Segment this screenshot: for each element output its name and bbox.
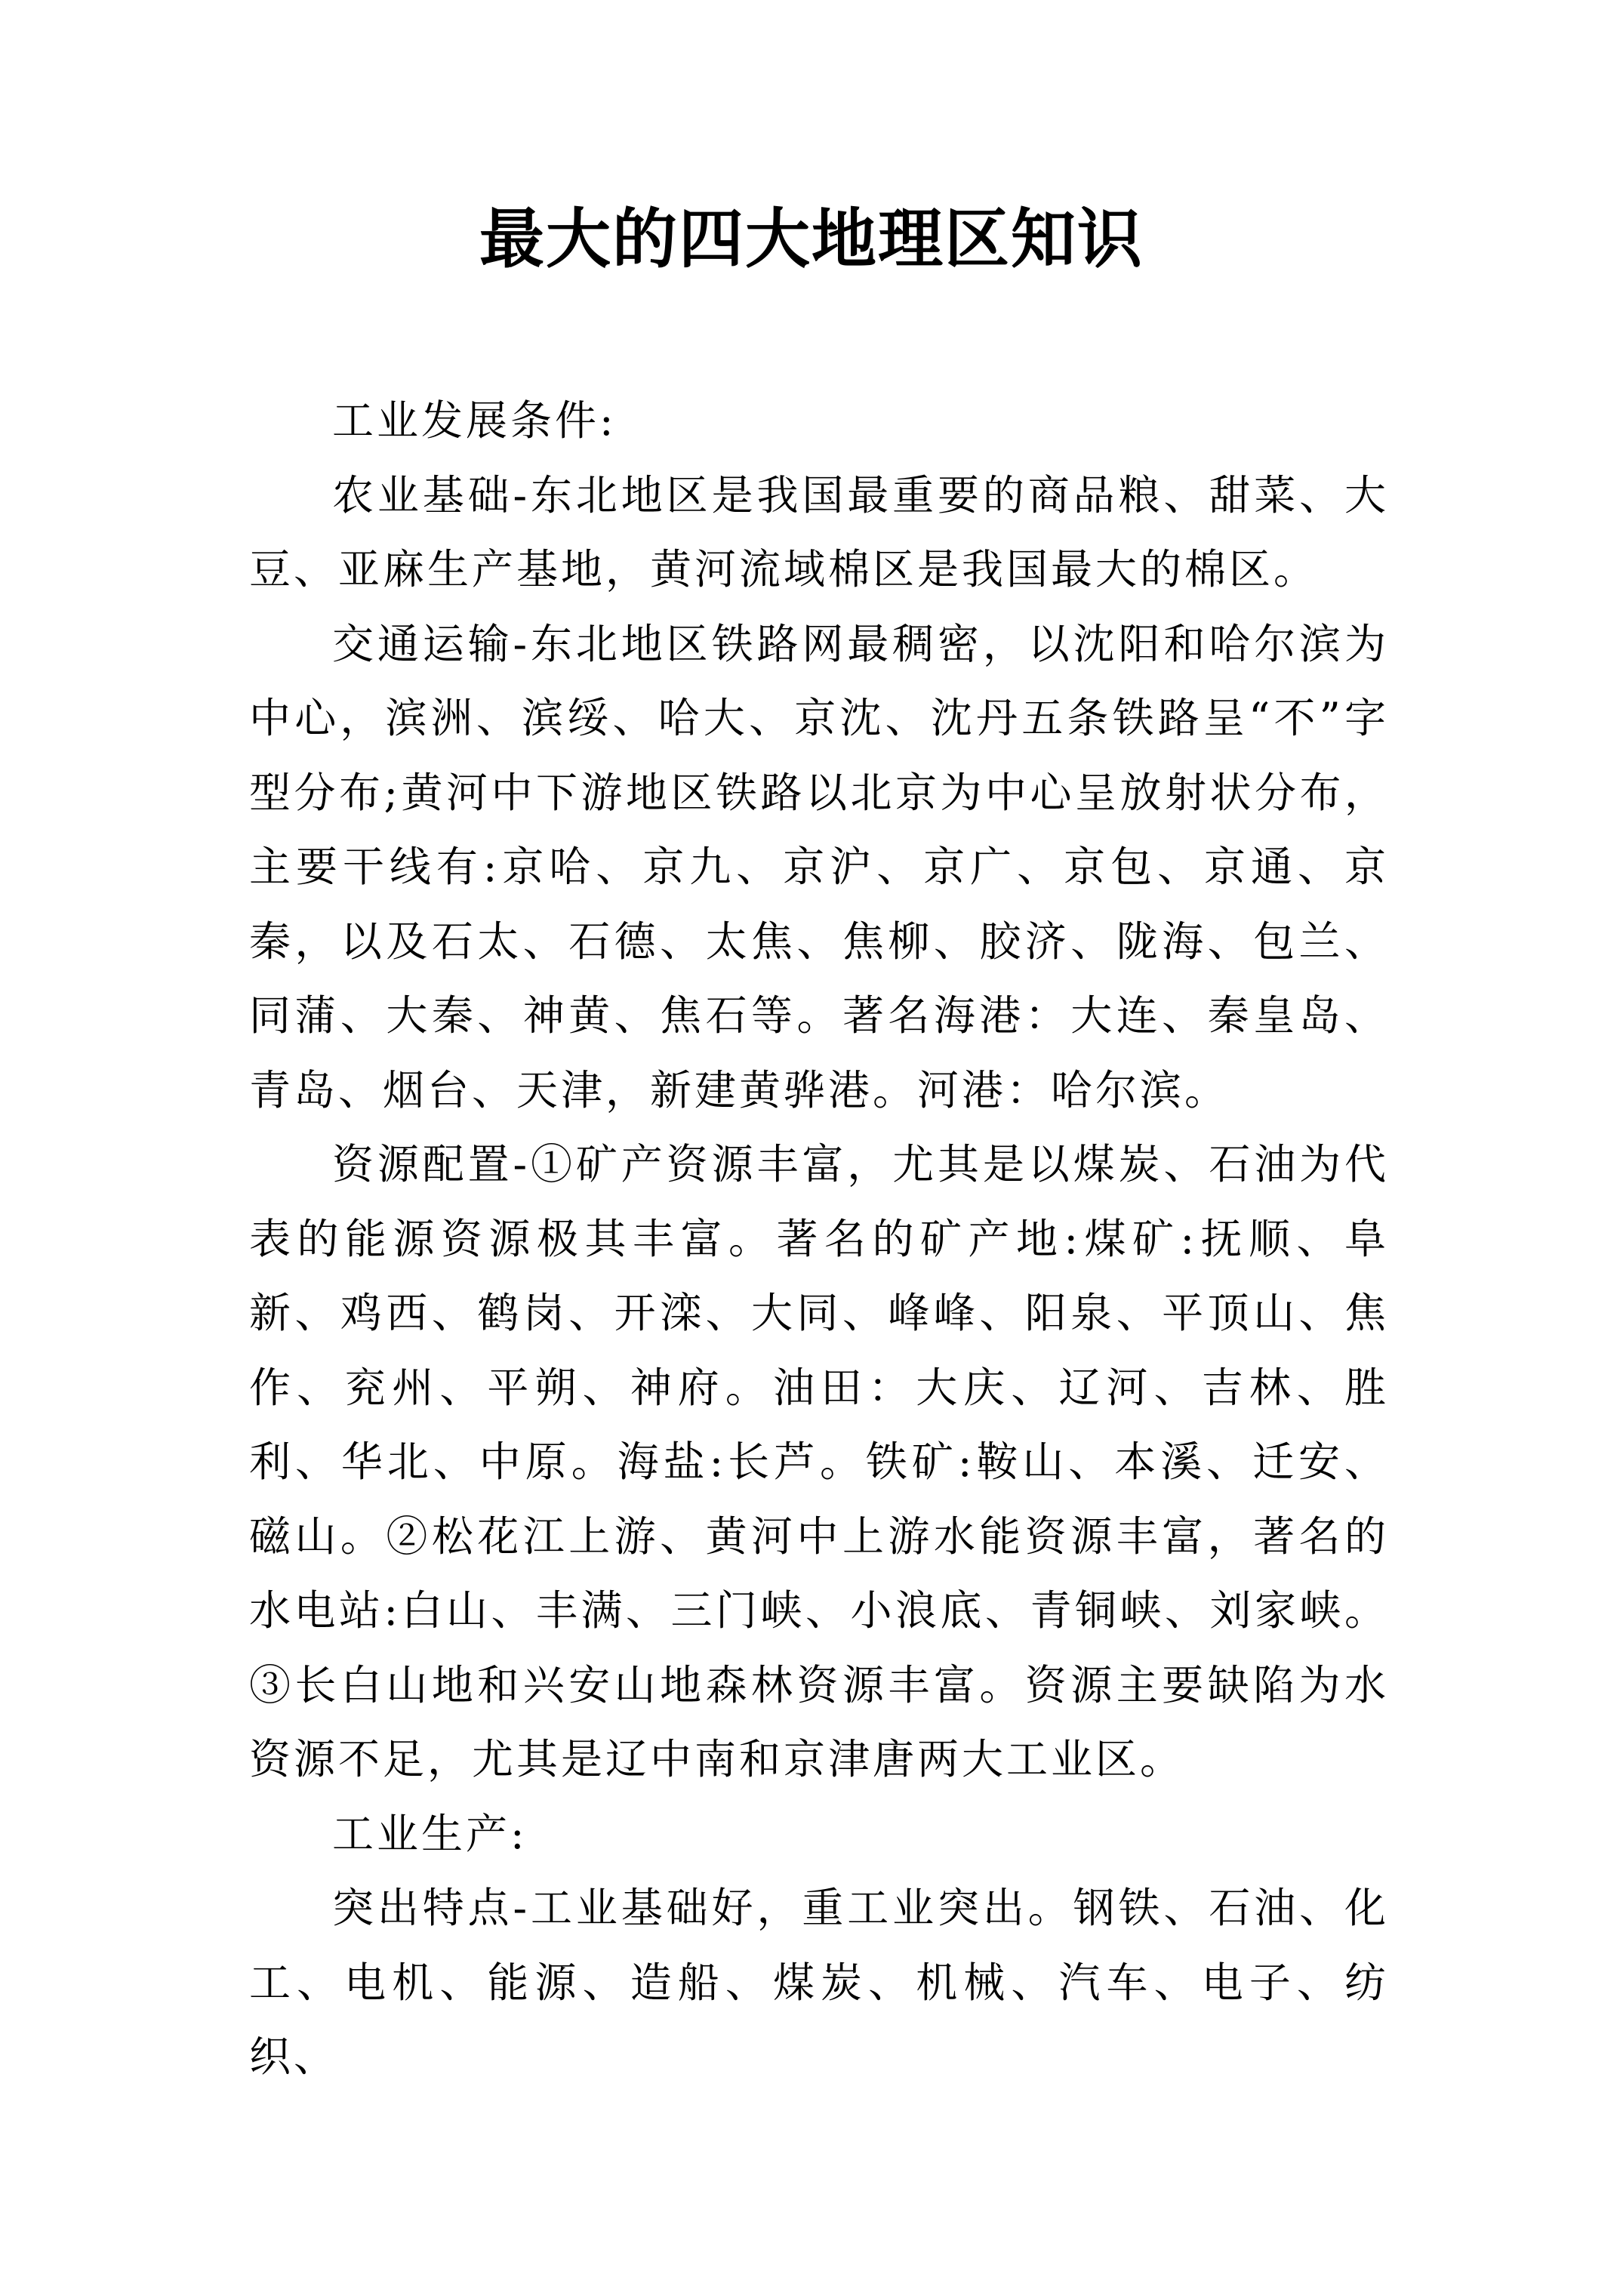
document-title: 最大的四大地理区知识 bbox=[479, 201, 1144, 277]
document-body bbox=[249, 384, 1389, 2094]
paragraph-industrial-production-heading: 工业生产: bbox=[332, 1809, 528, 1858]
paragraph-agricultural-base: 农业基础-东北地区是我国最重要的商品粮、甜菜、大豆、亚麻生产基地，黄河流域棉区是我国最大的棉区。 bbox=[249, 470, 1389, 593]
paragraph-industrial-conditions-heading: 工业发展条件: bbox=[332, 396, 617, 445]
paragraph-transportation: 交通运输-东北地区铁路网最稠密，以沈阳和哈尔滨为中心，滨洲、滨绥、哈大、京沈、沈丹五条铁路呈“不”字型分布;黄河中下游地区铁路以北京为中心呈放射状分布，主要干线有:京哈、京九、京沪、京广、京包、京通、京秦，以及石太、石德、太焦、焦柳、胶济、陇海、包兰、同蒲、大秦、神黄、焦石等。著名海港：大连、秦皇岛、青岛、烟台、天津，新建黄骅港。河港：哈尔滨。 bbox=[249, 619, 1389, 1114]
paragraph-prominent-features: 突出特点-工业基础好，重工业突出。钢铁、石油、化工、电机、能源、造船、煤炭、机械、汽车、电子、纺织、 bbox=[249, 1884, 1389, 2081]
paragraph-resource-allocation: 资源配置-①矿产资源丰富，尤其是以煤炭、石油为代表的能源资源极其丰富。著名的矿产地:煤矿:抚顺、阜新、鸡西、鹤岗、开滦、大同、峰峰、阳泉、平顶山、焦作、兖州、平朔、神府。油田：大庆、辽河、吉林、胜利、华北、中原。海盐:长芦。铁矿:鞍山、本溪、迁安、磁山。②松花江上游、黄河中上游水能资源丰富，著名的水电站:白山、丰满、三门峡、小浪底、青铜峡、刘家峡。③长白山地和兴安山地森林资源丰富。资源主要缺陷为水资源不足，尤其是辽中南和京津唐两大工业区。 bbox=[249, 1140, 1389, 1783]
